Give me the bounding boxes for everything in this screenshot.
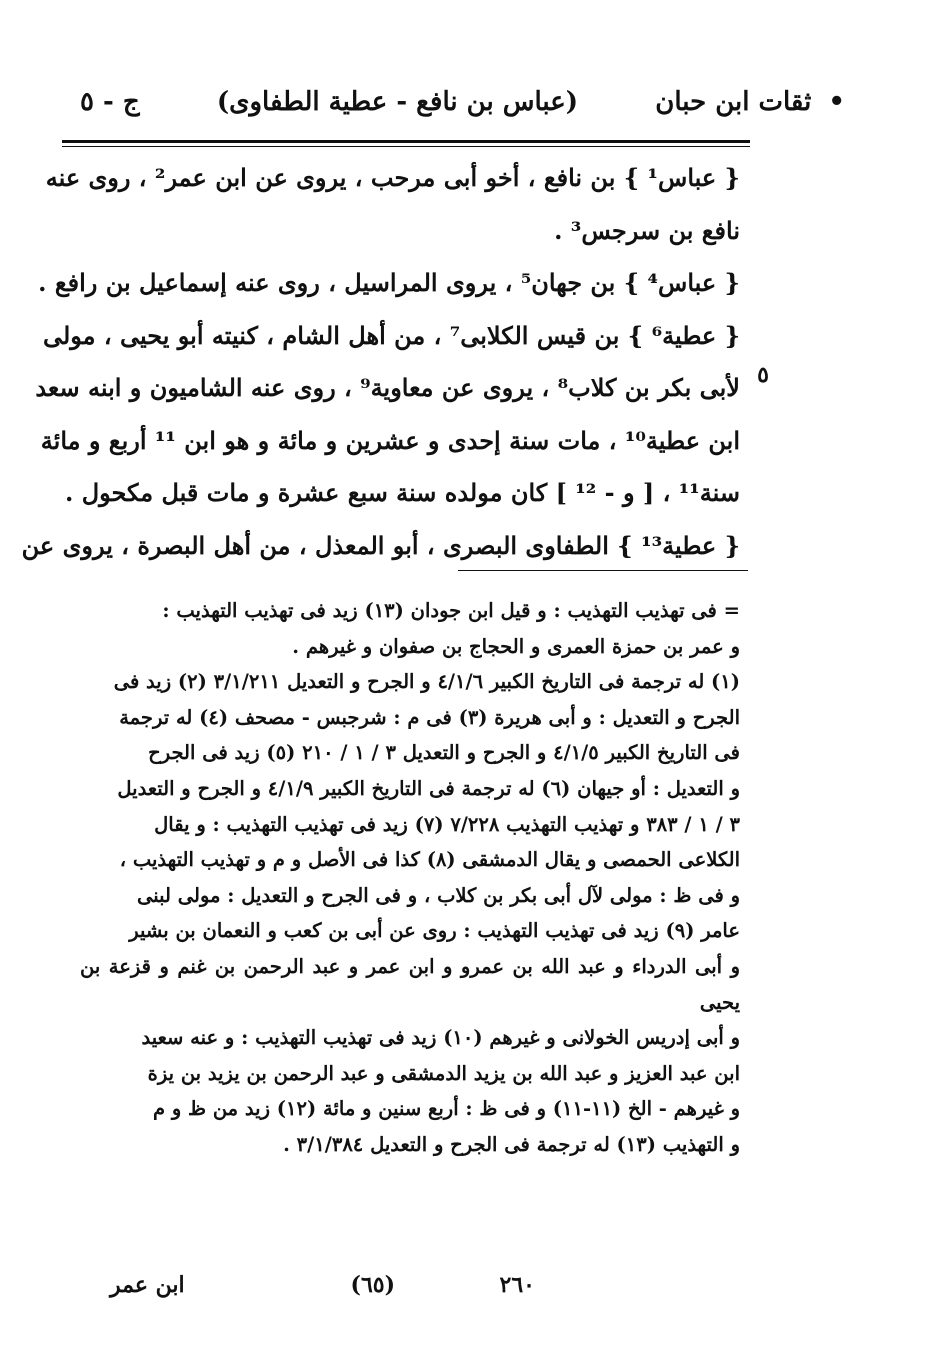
main-line: { عطية¹³ } الطفاوى البصرى ، أبو المعذل ، من أهل البصرة ، يروى عن — [21, 530, 740, 560]
header-book-title: • ثقات ابن حبان — [655, 87, 845, 117]
main-line: سنة¹¹ ، [ و - ¹² ] كان مولده سنة سبع عشرة و مات قبل مكحول . — [64, 478, 740, 507]
sheet-number: (٦٥) — [350, 1272, 395, 1298]
footnote-line: الكلاعى الحمصى و يقال الدمشقى (٨) كذا فى الأصل و م و تهذيب التهذيب ، — [119, 848, 740, 872]
footnote-line: و التعديل : أو جيهان (٦) له ترجمة فى التاريخ الكبير ٤/١/٩ و الجرح و التعديل — [117, 776, 740, 800]
page-footer — [100, 1272, 825, 1308]
main-line: { عباس⁴ } بن جهان⁵ ، يروى المراسيل ، روى عنه إسماعيل بن رافع . — [38, 268, 740, 297]
footnote-line: = فى تهذيب التهذيب : و قيل ابن جودان (١٣) زيد فى تهذيب التهذيب : — [162, 599, 740, 622]
page-number: ٢٦٠ — [499, 1272, 535, 1298]
footnote-line: (١) له ترجمة فى التاريخ الكبير ٤/١/٦ و الجرح و التعديل ٣/١/٢١١ (٢) زيد فى — [113, 670, 740, 694]
footnote-line: و التهذيب (١٣) له ترجمة فى الجرح و التعديل ٣/١/٣٨٤ . — [283, 1132, 740, 1156]
footnotes — [80, 593, 740, 1163]
main-line: { عباس¹ } بن نافع ، أخو أبى مرحب ، يروى عن ابن عمر² ، روى عنه — [45, 163, 740, 192]
footnote-line: عامر (٩) زيد فى تهذيب التهذيب : روى عن أبى بن كعب و النعمان بن بشير — [129, 919, 740, 943]
footnote-separator — [458, 570, 748, 571]
header-volume: ج - ٥ — [80, 87, 140, 117]
main-line: ابن عطية¹⁰ ، مات سنة إحدى و عشرين و مائة و هو ابن ¹¹ أربع و مائة — [40, 425, 740, 455]
footnote-line: الجرح و التعديل : و أبى هريرة (٣) فى م : شرجبس - مصحف (٤) له ترجمة — [119, 705, 740, 729]
margin-line-number: ٥ — [757, 362, 769, 388]
main-text — [21, 152, 740, 572]
main-line: لأبى بكر بن كلاب⁸ ، يروى عن معاوية⁹ ، روى عنه الشاميون و ابنه سعد — [35, 373, 740, 402]
main-line: نافع بن سرجس³ . — [554, 215, 740, 245]
header-rule-thin — [62, 146, 750, 147]
footnote-line: ابن عبد العزيز و عبد الله بن يزيد الدمشقى و عبد الرحمن بن يزيد بن يزة — [147, 1061, 740, 1085]
header-dot: • — [828, 87, 845, 117]
catchword: ابن عمر — [110, 1272, 185, 1298]
footnote-line: و أبى إدريس الخولانى و غيرهم (١٠) زيد فى تهذيب التهذيب : و عنه سعيد — [141, 1026, 740, 1050]
footnote-line: ٣ / ١ / ٣٨٣ و تهذيب التهذيب ٧/٢٢٨ (٧) زيد فى تهذيب التهذيب : و يقال — [154, 812, 740, 836]
footnote-line: و أبى الدرداء و عبد الله بن عمرو و ابن عمر و عبد الرحمن بن غنم و قزعة بن يحيى — [80, 954, 740, 1014]
main-line: { عطية⁶ } بن قيس الكلابى⁷ ، من أهل الشام ، كنيته أبو يحيى ، مولى — [42, 320, 740, 350]
header-rule-thick — [62, 140, 750, 143]
running-header — [80, 82, 845, 122]
footnote-line: و فى ظ : مولى لآل أبى بكر بن كلاب ، و فى الجرح و التعديل : مولى لبنى — [137, 883, 740, 907]
footnote-line: و غيرهم - الخ (١١-١١) و فى ظ : أربع سنين و مائة (١٢) زيد من ظ و م — [152, 1097, 740, 1121]
footnote-line: فى التاريخ الكبير ٤/١/٥ و الجرح و التعديل ٣ / ١ / ٢١٠ (٥) زيد فى الجرح — [148, 741, 740, 765]
header-subtitle: (عباس بن نافع - عطية الطفاوى) — [216, 87, 579, 117]
footnote-line: و عمر بن حمزة العمرى و الحجاج بن صفوان و غيرهم . — [292, 634, 740, 658]
